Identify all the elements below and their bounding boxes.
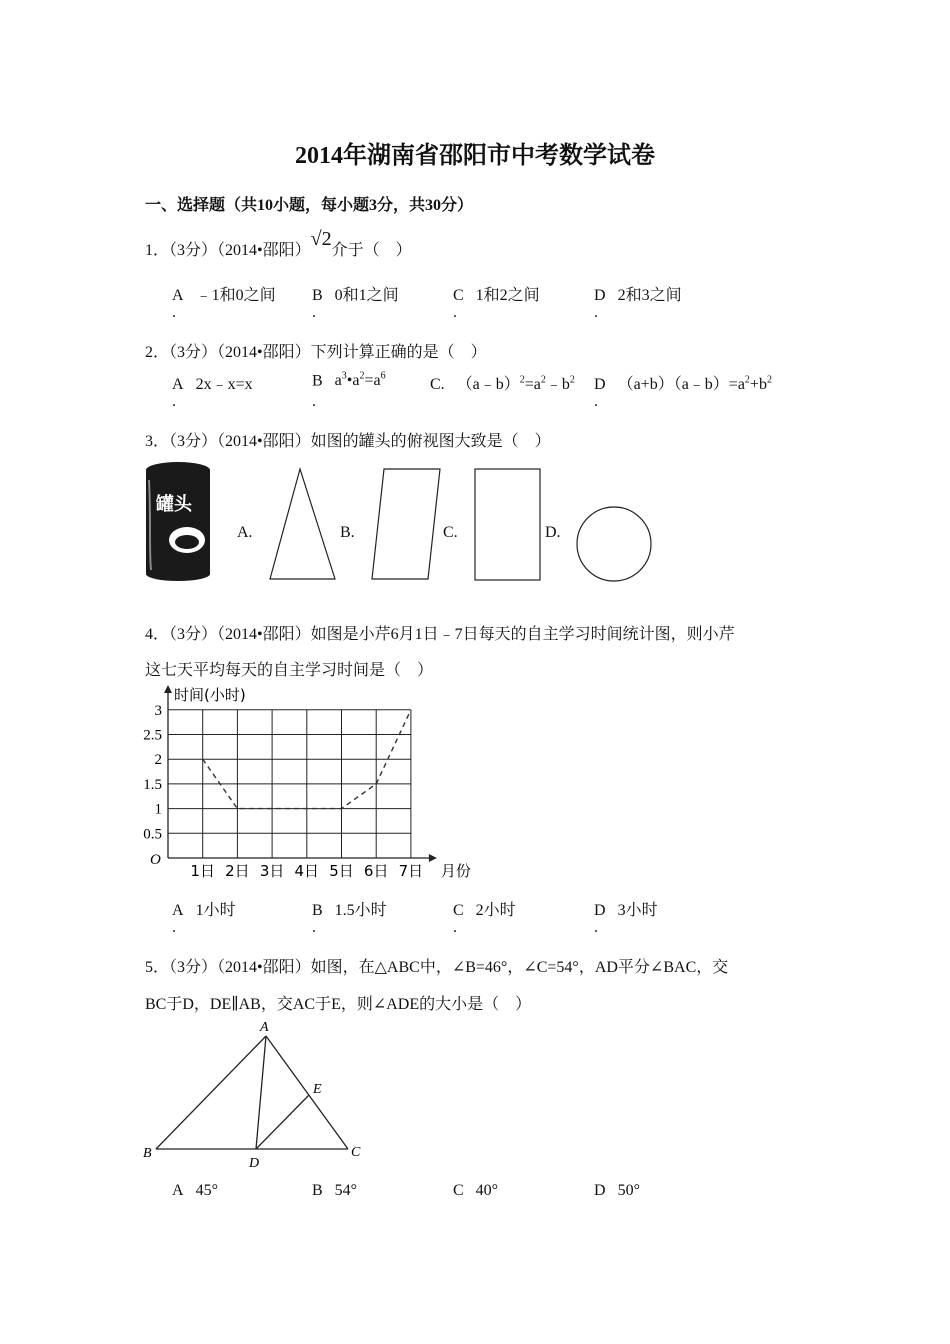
option-dot: . [453,304,457,321]
q5-option-a[interactable]: A 45° [172,1182,218,1199]
x-tick-label: 5日 [329,862,354,880]
question-5-line2: BC于D，DE∥AB，交AC于E，则∠ADE的大小是（ ） [145,996,532,1013]
q5-option-b[interactable]: B 54° [312,1182,358,1199]
q5-option-d[interactable]: D 50° [594,1182,640,1199]
option-dot: . [172,304,176,321]
option-dot: . [594,393,598,410]
question-prefix: （3分）（2014•邵阳） [169,242,311,259]
q5-option-c[interactable]: C 40° [453,1182,499,1199]
parallelogram-shape [372,469,440,579]
rectangle-shape [475,469,540,580]
x-tick-label: 2日 [225,862,250,880]
x-tick-label: 4日 [294,862,320,880]
q3-option-a-label[interactable]: A. [237,524,253,541]
can-label: 罐头 [156,494,192,515]
y-tick-label: 1.5 [143,776,162,793]
question-number: 1． [145,242,170,259]
question-1 [145,228,412,261]
x-axis-label: 月份 [440,862,471,880]
y-axis-label: 时间(小时) [174,686,246,704]
x-axis-arrow [429,854,437,862]
question-5-line1: 5．（3分）（2014•邵阳）如图，在△ABC中，∠B=46°，∠C=54°，AD平分∠BAC，交 [145,959,729,976]
point-d-label: D [249,1156,260,1171]
q4-option-d[interactable]: D 3小时 [594,902,658,919]
triangle-shape [270,469,335,579]
option-dot: . [312,304,316,321]
can-logo-inner [175,535,199,549]
q1-option-d[interactable]: D 2和3之间 [594,287,682,304]
segment-ac [266,1036,348,1149]
x-tick-label: 1日 [190,862,215,880]
option-dot: . [172,393,176,410]
q1-option-b[interactable]: B 0和1之间 [312,287,399,304]
q3-option-b-parallelogram[interactable] [368,465,443,585]
q3-option-d-circle[interactable] [575,504,655,584]
option-dot: . [594,919,598,936]
q2-option-d[interactable]: D $(a+b)(a﹣b)=a^2+b^2$ [594,374,772,393]
study-time-chart [140,683,471,883]
q4-option-c[interactable]: C 2小时 [453,902,516,919]
q3-option-a-triangle[interactable] [265,465,340,585]
y-tick-label: 2 [154,752,162,769]
option-dot: . [312,919,316,936]
can-bottom [146,567,210,581]
q4-option-b[interactable]: B 1.5小时 [312,902,387,919]
q2-option-c[interactable]: C. $(a﹣b)^2=a^2﹣b^2$ [430,374,575,393]
q3-option-c-rectangle[interactable] [473,467,543,583]
sqrt-expression: √2 [310,228,332,250]
q4-option-a[interactable]: A 1小时 [172,902,236,919]
q3-option-b-label[interactable]: B. [340,524,355,541]
circle-shape [577,507,651,581]
q3-option-d-label[interactable]: D. [545,524,561,541]
page-title: 2014年湖南省邵阳市中考数学试卷 [295,143,655,169]
segment-ad [256,1036,266,1149]
question-3: 3．（3分）（2014•邵阳）如图的罐头的俯视图大致是（ ） [145,433,551,450]
q3-option-c-label[interactable]: C. [443,524,458,541]
question-4-line2: 这七天平均每天的自主学习时间是（ ） [145,662,434,679]
y-tick-label: 3 [154,702,162,719]
x-tick-label: 6日 [363,862,389,880]
segment-de [256,1095,309,1149]
triangle-figure [140,1015,370,1175]
q1-option-a[interactable]: A ﹣1和0之间 [172,287,276,304]
question-text: 介于（ ） [331,242,412,259]
can-body [146,470,210,574]
segment-ab [156,1036,266,1149]
question-2: 2．（3分）（2014•邵阳）下列计算正确的是（ ） [145,344,487,361]
option-dot: . [594,304,598,321]
y-tick-label: 1 [154,801,162,818]
point-a-label: A [260,1020,269,1035]
y-tick-label: 0.5 [143,826,162,843]
option-dot: . [312,393,316,410]
q1-option-c[interactable]: C 1和2之间 [453,287,540,304]
question-4-line1: 4．（3分）（2014•邵阳）如图是小芹6月1日﹣7日每天的自主学习时间统计图，则小芹 [145,626,735,643]
point-c-label: C [351,1145,361,1160]
option-dot: . [453,919,457,936]
q2-option-b[interactable]: B $a^3•a^2=a^6$ [312,371,386,390]
q2-option-a[interactable]: A 2x﹣x=x [172,376,253,393]
origin-label: O [150,852,161,868]
point-e-label: E [313,1082,322,1097]
can-figure [143,460,215,584]
section-heading: 一、选择题（共10小题，每小题3分，共30分） [145,197,474,214]
y-tick-label: 2.5 [143,727,162,744]
x-tick-label: 7日 [398,862,424,880]
point-b-label: B [143,1146,152,1161]
option-dot: . [172,919,176,936]
y-axis-arrow [164,685,172,693]
x-tick-label: 3日 [259,862,285,880]
